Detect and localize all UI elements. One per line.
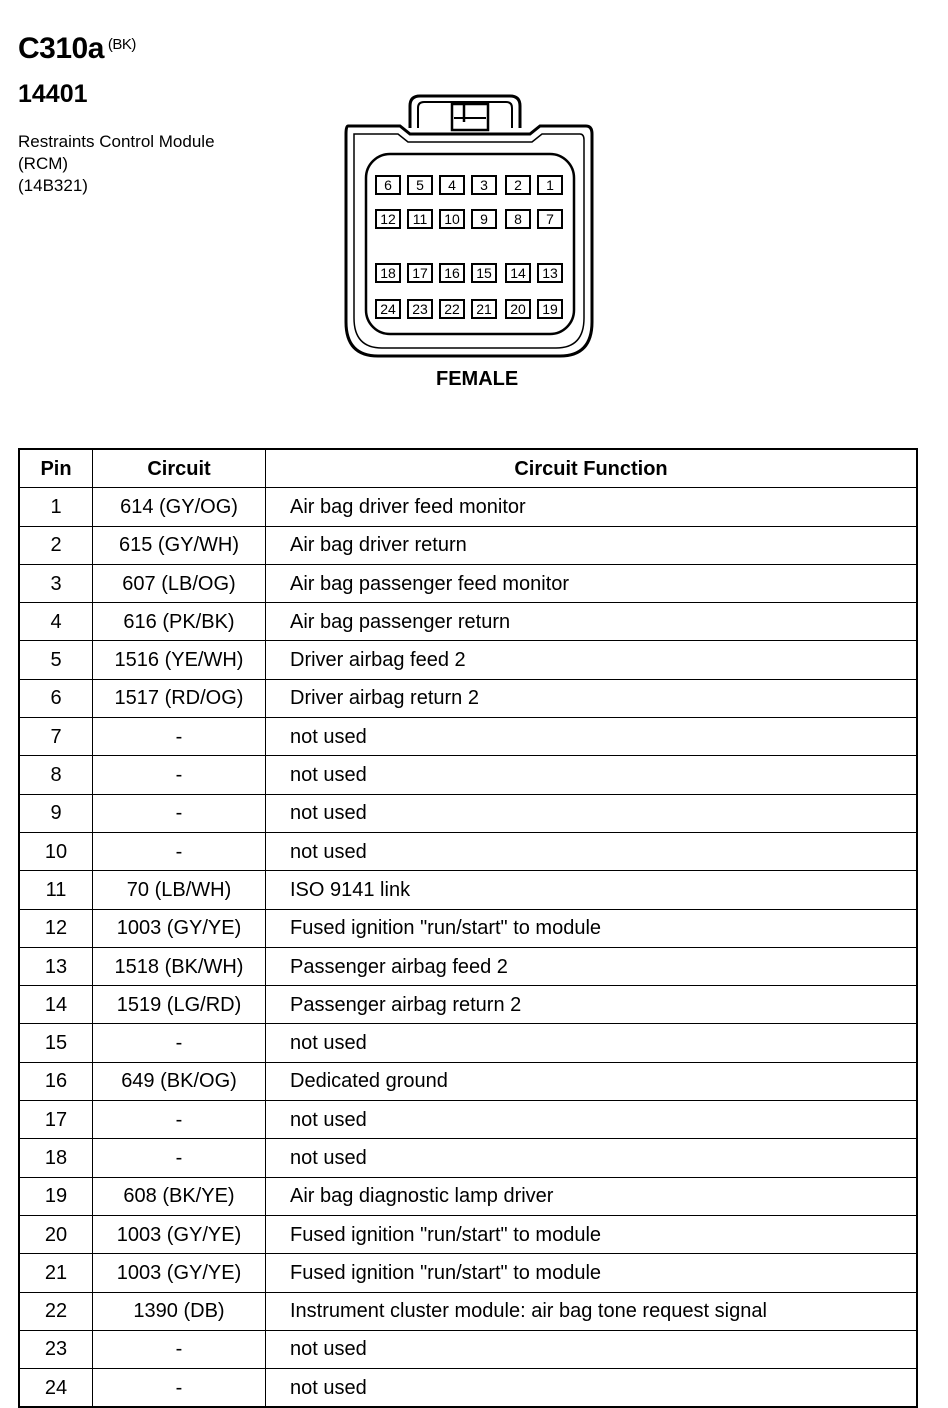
pin-number: 4	[448, 177, 456, 193]
pin-cell: 24	[19, 1369, 93, 1408]
pin-number: 9	[480, 211, 488, 227]
header-circuit: Circuit	[93, 449, 266, 488]
pin-number: 23	[412, 301, 428, 317]
circuit-cell: -	[93, 794, 266, 832]
table-row	[19, 718, 917, 756]
pin-cell: 16	[19, 1062, 93, 1100]
pin-cell: 7	[19, 718, 93, 756]
pin-number: 15	[476, 265, 492, 281]
pin-cell: 13	[19, 947, 93, 985]
pin-number: 17	[412, 265, 428, 281]
pin-cell: 20	[19, 1215, 93, 1253]
function-cell: not used	[266, 1101, 918, 1139]
pin-cell: 6	[19, 679, 93, 717]
table-row	[19, 832, 917, 870]
circuit-cell: 70 (LB/WH)	[93, 871, 266, 909]
function-cell: not used	[266, 794, 918, 832]
pin-number: 12	[380, 211, 396, 227]
pin-number: 11	[412, 211, 428, 227]
table-row	[19, 488, 917, 526]
table-row	[19, 1254, 917, 1292]
circuit-cell: 616 (PK/BK)	[93, 603, 266, 641]
circuit-cell: 1003 (GY/YE)	[93, 1254, 266, 1292]
header-circuit-function: Circuit Function	[266, 449, 918, 488]
pinout-table-body	[19, 488, 917, 1408]
table-row	[19, 947, 917, 985]
function-cell: Dedicated ground	[266, 1062, 918, 1100]
function-cell: Fused ignition "run/start" to module	[266, 1215, 918, 1253]
pin-cell: 21	[19, 1254, 93, 1292]
pin-number: 21	[476, 301, 492, 317]
description-line: Restraints Control Module	[18, 132, 215, 151]
function-cell: Driver airbag feed 2	[266, 641, 918, 679]
pin-number: 16	[444, 265, 460, 281]
table-row	[19, 794, 917, 832]
pin-cell: 9	[19, 794, 93, 832]
circuit-cell: 615 (GY/WH)	[93, 526, 266, 564]
function-cell: not used	[266, 1369, 918, 1408]
pin-number: 2	[514, 177, 522, 193]
pin-cell: 1	[19, 488, 93, 526]
circuit-cell: -	[93, 1101, 266, 1139]
table-row	[19, 564, 917, 602]
pin-cell: 2	[19, 526, 93, 564]
circuit-cell: 1003 (GY/YE)	[93, 1215, 266, 1253]
circuit-cell: -	[93, 756, 266, 794]
module-description	[18, 131, 215, 197]
pin-cell: 19	[19, 1177, 93, 1215]
function-cell: Air bag passenger return	[266, 603, 918, 641]
pin-cell: 17	[19, 1101, 93, 1139]
function-cell: ISO 9141 link	[266, 871, 918, 909]
function-cell: Passenger airbag feed 2	[266, 947, 918, 985]
pin-cell: 3	[19, 564, 93, 602]
pinout-table	[18, 448, 918, 1408]
table-row	[19, 1139, 917, 1177]
table-row	[19, 1369, 917, 1408]
table-row	[19, 603, 917, 641]
header-pin: Pin	[19, 449, 93, 488]
pin-cell: 5	[19, 641, 93, 679]
circuit-cell: 1516 (YE/WH)	[93, 641, 266, 679]
description-line: (14B321)	[18, 176, 88, 195]
table-row	[19, 526, 917, 564]
pin-number: 24	[380, 301, 396, 317]
table-row	[19, 1062, 917, 1100]
table-row	[19, 1292, 917, 1330]
pin-cell: 23	[19, 1330, 93, 1368]
table-header-row	[19, 449, 917, 488]
connector-color-code: (BK)	[107, 36, 136, 53]
pin-cell: 22	[19, 1292, 93, 1330]
table-row	[19, 641, 917, 679]
circuit-cell: 649 (BK/OG)	[93, 1062, 266, 1100]
function-cell: Air bag driver feed monitor	[266, 488, 918, 526]
function-cell: not used	[266, 1139, 918, 1177]
description-line: (RCM)	[18, 154, 69, 173]
circuit-cell: 1517 (RD/OG)	[93, 679, 266, 717]
connector-title	[18, 32, 136, 66]
table-row	[19, 871, 917, 909]
function-cell: not used	[266, 756, 918, 794]
circuit-cell: -	[93, 1139, 266, 1177]
circuit-cell: 1003 (GY/YE)	[93, 909, 266, 947]
circuit-cell: -	[93, 1024, 266, 1062]
circuit-cell: 1519 (LG/RD)	[93, 986, 266, 1024]
circuit-cell: 1390 (DB)	[93, 1292, 266, 1330]
circuit-cell: -	[93, 718, 266, 756]
pin-cell: 8	[19, 756, 93, 794]
pin-cell: 15	[19, 1024, 93, 1062]
pin-cell: 11	[19, 871, 93, 909]
pin-number: 8	[514, 211, 522, 227]
connector-housing	[346, 126, 592, 356]
pin-number: 20	[510, 301, 526, 317]
part-number: 14401	[18, 80, 88, 108]
function-cell: Air bag driver return	[266, 526, 918, 564]
pin-cell: 10	[19, 832, 93, 870]
pin-number: 5	[416, 177, 424, 193]
pin-number: 10	[444, 211, 460, 227]
pin-cell: 12	[19, 909, 93, 947]
table-row	[19, 1330, 917, 1368]
table-row	[19, 1024, 917, 1062]
circuit-cell: -	[93, 832, 266, 870]
circuit-cell: -	[93, 1330, 266, 1368]
pin-grid	[376, 176, 562, 318]
table-row	[19, 679, 917, 717]
pin-number: 13	[542, 265, 558, 281]
function-cell: not used	[266, 1024, 918, 1062]
table-row	[19, 756, 917, 794]
function-cell: Fused ignition "run/start" to module	[266, 909, 918, 947]
pin-number: 22	[444, 301, 460, 317]
connector-id: C310a	[18, 32, 104, 65]
function-cell: Air bag diagnostic lamp driver	[266, 1177, 918, 1215]
circuit-cell: 608 (BK/YE)	[93, 1177, 266, 1215]
table-row	[19, 909, 917, 947]
pin-number: 18	[380, 265, 396, 281]
function-cell: not used	[266, 1330, 918, 1368]
pin-cell: 18	[19, 1139, 93, 1177]
function-cell: Instrument cluster module: air bag tone request signal	[266, 1292, 918, 1330]
circuit-cell: 614 (GY/OG)	[93, 488, 266, 526]
circuit-cell: 607 (LB/OG)	[93, 564, 266, 602]
pin-cell: 4	[19, 603, 93, 641]
function-cell: Fused ignition "run/start" to module	[266, 1254, 918, 1292]
circuit-cell: 1518 (BK/WH)	[93, 947, 266, 985]
pin-number: 6	[384, 177, 392, 193]
table-row	[19, 1215, 917, 1253]
table-row	[19, 986, 917, 1024]
circuit-cell: -	[93, 1369, 266, 1408]
function-cell: Air bag passenger feed monitor	[266, 564, 918, 602]
pin-number: 3	[480, 177, 488, 193]
pin-number: 1	[546, 177, 554, 193]
function-cell: Driver airbag return 2	[266, 679, 918, 717]
table-row	[19, 1177, 917, 1215]
pin-number: 19	[542, 301, 558, 317]
connector-face-diagram	[340, 90, 600, 370]
table-row	[19, 1101, 917, 1139]
pin-number: 7	[546, 211, 554, 227]
pin-cell: 14	[19, 986, 93, 1024]
function-cell: Passenger airbag return 2	[266, 986, 918, 1024]
pin-number: 14	[510, 265, 526, 281]
function-cell: not used	[266, 718, 918, 756]
gender-label: FEMALE	[436, 368, 519, 390]
function-cell: not used	[266, 832, 918, 870]
